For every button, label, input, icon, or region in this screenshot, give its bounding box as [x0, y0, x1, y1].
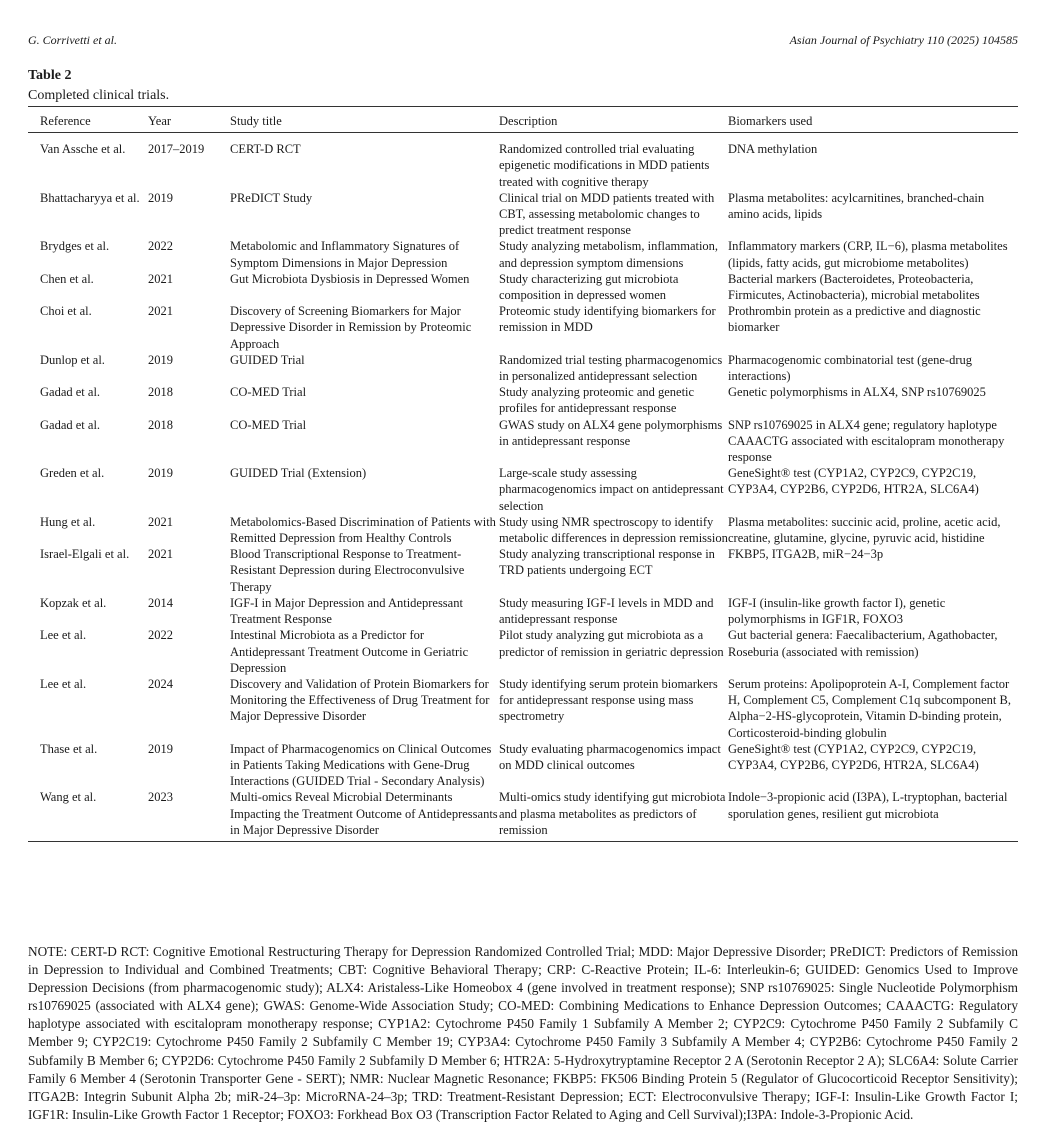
table-row [28, 676, 1018, 741]
clinical-trials-table [28, 106, 1018, 842]
cell-reference: Thase et al. [40, 741, 98, 756]
cell-description: Study measuring IGF-I levels in MDD and antidepressant response [499, 595, 714, 627]
cell-year: 2014 [148, 595, 173, 610]
cell-year: 2019 [148, 741, 173, 756]
cell-description: Randomized trial testing pharmacogenomics in personalized antidepressant selection [499, 352, 723, 384]
cell-description: GWAS study on ALX4 gene polymorphisms in antidepressant response [499, 417, 723, 448]
cell-year: 2023 [148, 790, 173, 805]
cell-study-title: CERT-D RCT [230, 142, 301, 157]
cell-biomarkers: Gut bacterial genera: Faecalibacterium, Agathobacter, Roseburia (associated with remission) [728, 628, 998, 659]
cell-year: 2019 [148, 190, 173, 205]
cell-year: 2017–2019 [148, 142, 205, 157]
cell-description: Pilot study analyzing gut microbiota as a predictor of remission in geriatric depression [499, 628, 724, 659]
cell-year: 2018 [148, 417, 173, 432]
cell-biomarkers: Plasma metabolites: acylcarnitines, branched-chain amino acids, lipids [728, 190, 985, 222]
cell-year: 2019 [148, 466, 173, 481]
cell-biomarkers: Serum proteins: Apolipoprotein A-I, Complement factor H, Complement C5, Complement C1q subcomponent B, Alpha−2-HS-glycoprotein, Vitamin D-binding protein, Corticosteroid-binding globulin [728, 676, 1011, 740]
column-header-year: Year [148, 114, 172, 128]
cell-description: Study analyzing transcriptional response in TRD patients undergoing ECT [499, 547, 715, 578]
table-row [28, 417, 1018, 466]
table-note: NOTE: CERT-D RCT: Cognitive Emotional Restructuring Therapy for Depression Randomized Controlled Trial; MDD: Major Depressive Disorder; PReDICT: Predictors of Remission in Depression to Individual and Combined Treatments; CBT: Cognitive Behavioral Therapy; CRP: C-Reactive Protein; IL-6: Interleukin-6; GUIDED: Genomics Used to Improve Depression Decisions (from pharmacogenomic study); ALX4: Aristaless-Like Homeobox 4 (gene involved in treatment response); SNP rs10769025: Single Nucleotide Polymorphism rs10769025 (associated with ALX4 gene); GWAS: Genome-Wide Association Study; CO-MED: Combining Medications to Enhance Depression Outcomes; CAAACTG: Regulatory haplotype associated with escitalopram monotherapy response; CYP1A2: Cytochrome P450 Family 1 Subfamily A Member 2; CYP2C9: Cytochrome P450 Family 2 Subfamily C Member 9; CYP2C19: Cytochrome P450 Family 2 Subfamily C Member 19; CYP3A4: Cytochrome P450 Family 3 Subfamily A Member 4; CYP2B6: Cytochrome P450 Family 2 Subfamily B Member 6; CYP2D6: Cytochrome P450 Family 2 Subfamily D Member 6; HTR2A: 5-Hydroxytryptamine Receptor 2 A (Serotonin Receptor 2 A); SLC6A4: Solute Carrier Family 6 Member 4 (Serotonin Transporter Gene - SERT); NMR: Nuclear Magnetic Resonance; FKBP5: FK506 Binding Protein 5 (Regulator of Glucocorticoid Receptor Sensitivity); ITGA2B: Integrin Subunit Alpha 2b; miR-24–3p: MicroRNA-24–3p; TRD: Treatment-Resistant Depression; ECT: Electroconvulsive Therapy; IGF-I: Insulin-Like Growth Factor I; IGF1R: Insulin-Like Growth Factor 1 Receptor; FOXO3: Forkhead Box O3 (Transcription Factor Related to Aging and Cell Survival);I3PA: Indole-3-Propionic Acid. [28, 944, 1018, 1122]
cell-biomarkers: Genetic polymorphisms in ALX4, SNP rs10769025 [728, 385, 986, 400]
cell-study-title: CO-MED Trial [230, 385, 307, 400]
cell-reference: Greden et al. [40, 466, 105, 481]
cell-reference: Lee et al. [40, 628, 87, 643]
cell-reference: Kopzak et al. [40, 595, 107, 610]
table-row [28, 514, 1018, 546]
cell-description: Study identifying serum protein biomarkers for antidepressant response using mass spectrometry [499, 676, 718, 724]
cell-reference: Israel-Elgali et al. [40, 547, 130, 562]
cell-study-title: Impact of Pharmacogenomics on Clinical Outcomes in Patients Taking Medications with Gene-Drug Interactions (GUIDED Trial - Secondary Analysis) [230, 741, 492, 789]
cell-reference: Brydges et al. [40, 239, 110, 254]
cell-description: Clinical trial on MDD patients treated with CBT, assessing metabolomic changes to predict treatment response [499, 190, 715, 238]
cell-reference: Choi et al. [40, 304, 92, 319]
cell-study-title: GUIDED Trial (Extension) [230, 466, 367, 481]
cell-year: 2024 [148, 676, 173, 691]
table-row [28, 741, 1018, 790]
cell-study-title: PReDICT Study [230, 190, 313, 205]
table-row [28, 789, 1018, 841]
cell-year: 2021 [148, 514, 173, 529]
cell-study-title: GUIDED Trial [230, 352, 305, 367]
cell-reference: Lee et al. [40, 676, 87, 691]
cell-description: Study analyzing proteomic and genetic profiles for antidepressant response [499, 385, 695, 416]
table-row [28, 271, 1018, 303]
column-header-biomarkers: Biomarkers used [728, 114, 813, 128]
cell-biomarkers: Prothrombin protein as a predictive and diagnostic biomarker [728, 304, 981, 335]
table-row [28, 384, 1018, 416]
cell-biomarkers: SNP rs10769025 in ALX4 gene; regulatory haplotype CAAACTG associated with escitalopram monotherapy response [728, 417, 1005, 465]
table-row [28, 595, 1018, 627]
cell-study-title: CO-MED Trial [230, 417, 307, 432]
cell-year: 2021 [148, 304, 173, 319]
cell-description: Proteomic study identifying biomarkers for remission in MDD [499, 304, 716, 335]
column-header-description: Description [499, 114, 558, 128]
cell-year: 2018 [148, 385, 173, 400]
table-row [28, 352, 1018, 384]
cell-biomarkers: Plasma metabolites: succinic acid, proline, acetic acid, creatine, glutamine, glycine, pyruvic acid, histidine [728, 514, 1001, 546]
cell-biomarkers: GeneSight® test (CYP1A2, CYP2C9, CYP2C19, CYP3A4, CYP2B6, CYP2D6, HTR2A, SLC6A4) [728, 466, 979, 497]
cell-study-title: Discovery and Validation of Protein Biomarkers for Monitoring the Effectiveness of Drug Treatment for Major Depressive Disorder [230, 676, 490, 724]
cell-description: Large-scale study assessing pharmacogenomics impact on antidepressant selection [499, 466, 724, 513]
cell-year: 2021 [148, 547, 173, 562]
table-row [28, 465, 1018, 514]
cell-study-title: Metabolomics-Based Discrimination of Patients with Remitted Depression from Healthy Controls [230, 514, 496, 546]
cell-reference: Bhattacharyya et al. [40, 190, 140, 205]
table-row [28, 546, 1018, 595]
cell-description: Study using NMR spectroscopy to identify metabolic differences in depression remission [499, 514, 728, 546]
column-header-reference: Reference [40, 114, 91, 128]
cell-reference: Van Assche et al. [40, 142, 126, 157]
cell-biomarkers: GeneSight® test (CYP1A2, CYP2C9, CYP2C19, CYP3A4, CYP2B6, CYP2D6, HTR2A, SLC6A4) [728, 741, 979, 772]
cell-biomarkers: Indole−3-propionic acid (I3PA), L-tryptophan, bacterial sporulation genes, resilient gut microbiota [728, 790, 1008, 821]
cell-study-title: Discovery of Screening Biomarkers for Major Depressive Disorder in Remission by Proteomic Approach [230, 304, 472, 351]
table-caption: Completed clinical trials. [28, 88, 170, 103]
cell-year: 2021 [148, 271, 173, 286]
running-head-authors: G. Corrivetti et al. [28, 33, 117, 47]
cell-description: Randomized controlled trial evaluating epigenetic modifications in MDD patients treated with cognitive therapy [499, 142, 710, 189]
table-row [28, 303, 1018, 352]
cell-biomarkers: IGF-I (insulin-like growth factor I), genetic polymorphisms in IGF1R, FOXO3 [728, 595, 946, 627]
cell-year: 2022 [148, 628, 173, 643]
cell-reference: Gadad et al. [40, 417, 101, 432]
table-row [28, 238, 1018, 270]
cell-study-title: Intestinal Microbiota as a Predictor for Antidepressant Treatment Outcome in Geriatric Depression [230, 628, 469, 675]
cell-study-title: Gut Microbiota Dysbiosis in Depressed Women [230, 271, 470, 286]
cell-study-title: IGF-I in Major Depression and Antidepressant Treatment Response [230, 595, 463, 627]
cell-description: Multi-omics study identifying gut microbiota and plasma metabolites as predictors of remission [499, 790, 726, 837]
cell-year: 2022 [148, 239, 173, 254]
cell-study-title: Blood Transcriptional Response to Treatment-Resistant Depression during Electroconvulsive Therapy [230, 547, 465, 594]
cell-biomarkers: Inflammatory markers (CRP, IL−6), plasma metabolites (lipids, fatty acids, gut microbiome metabolites) [728, 239, 1008, 270]
cell-biomarkers: Pharmacogenomic combinatorial test (gene-drug interactions) [728, 352, 973, 384]
cell-reference: Dunlop et al. [40, 352, 105, 367]
cell-description: Study characterizing gut microbiota composition in depressed women [499, 271, 679, 303]
cell-reference: Wang et al. [40, 790, 97, 805]
cell-reference: Gadad et al. [40, 385, 101, 400]
table-label: Table 2 [28, 68, 72, 83]
table-row [28, 627, 1018, 676]
table-body [28, 133, 1018, 842]
table-row [28, 190, 1018, 239]
table-header-row [28, 107, 1018, 133]
cell-biomarkers: FKBP5, ITGA2B, miR−24−3p [728, 547, 884, 562]
cell-description: Study analyzing metabolism, inflammation, and depression symptom dimensions [499, 239, 719, 270]
cell-description: Study evaluating pharmacogenomics impact on MDD clinical outcomes [499, 741, 721, 772]
table-row [28, 133, 1018, 190]
cell-study-title: Metabolomic and Inflammatory Signatures of Symptom Dimensions in Major Depression [230, 239, 460, 270]
cell-reference: Chen et al. [40, 271, 94, 286]
cell-reference: Hung et al. [40, 514, 96, 529]
cell-year: 2019 [148, 352, 173, 367]
cell-biomarkers: DNA methylation [728, 142, 818, 157]
running-head-journal: Asian Journal of Psychiatry 110 (2025) 104585 [789, 33, 1018, 47]
column-header-study-title: Study title [230, 114, 282, 128]
cell-biomarkers: Bacterial markers (Bacteroidetes, Proteobacteria, Firmicutes, Actinobacteria), microbial metabolites [728, 271, 980, 303]
cell-study-title: Multi-omics Reveal Microbial Determinants Impacting the Treatment Outcome of Antidepressants in Major Depressive Disorder [230, 790, 498, 837]
